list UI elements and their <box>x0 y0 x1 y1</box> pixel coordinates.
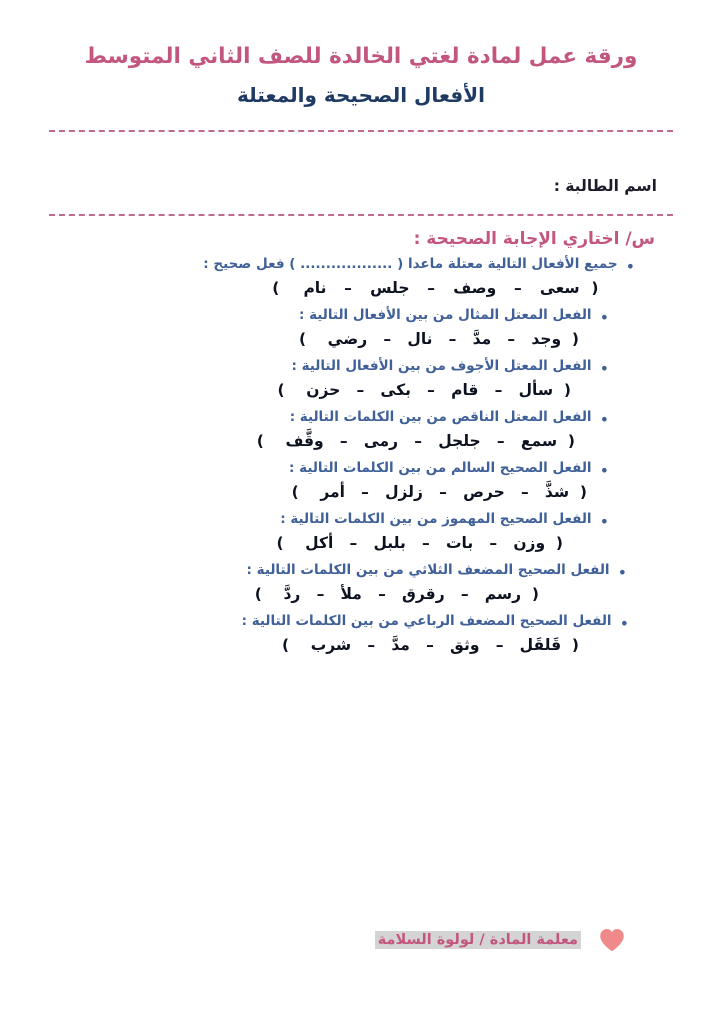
bullet-icon: • <box>599 512 609 532</box>
answer-option[interactable]: ردَّ <box>283 585 301 604</box>
close-paren: ) <box>276 534 284 553</box>
answer-option[interactable]: رضي <box>327 330 368 349</box>
option-separator: – <box>495 636 504 655</box>
bullet-icon: • <box>617 563 627 583</box>
open-paren: ( <box>591 279 599 298</box>
answer-options-row <box>27 636 635 654</box>
option-separator: – <box>361 483 369 502</box>
option-separator: – <box>507 330 516 349</box>
open-paren: ( <box>531 585 539 604</box>
worksheet-page <box>27 23 695 981</box>
page-title: ورقة عمل لمادة لغتي الخالدة للصف الثاني المتوسط <box>84 44 638 69</box>
answer-option[interactable]: وزن <box>513 534 546 553</box>
question-stem-row <box>27 255 635 275</box>
answer-options-row <box>27 483 635 501</box>
close-paren: ) <box>256 432 264 451</box>
option-separator: – <box>344 279 353 298</box>
open-paren: ( <box>563 381 571 400</box>
option-separator: – <box>414 432 422 451</box>
answer-option[interactable]: سعى <box>539 279 580 298</box>
close-paren: ) <box>254 585 262 604</box>
option-separator: – <box>426 636 434 655</box>
answer-option[interactable]: بلبل <box>373 534 406 553</box>
open-paren: ( <box>555 534 563 553</box>
answer-option[interactable]: زلزل <box>385 483 423 502</box>
question-stem-row <box>27 306 635 326</box>
question-item <box>27 255 695 297</box>
option-separator: – <box>383 330 392 349</box>
answer-option[interactable]: سأل <box>518 381 554 400</box>
answer-option[interactable]: شذَّ <box>544 483 570 502</box>
option-separator: – <box>427 381 435 400</box>
question-stem: الفعل المعتل المثال من بين الأفعال التالية : <box>299 307 592 324</box>
option-separator: – <box>339 432 348 451</box>
answer-option[interactable]: حرص <box>463 483 505 502</box>
question-item <box>27 408 695 450</box>
bullet-icon: • <box>599 359 609 379</box>
question-item <box>27 357 695 399</box>
close-paren: ) <box>291 483 299 502</box>
question-stem-row <box>27 357 635 377</box>
question-item <box>27 510 695 552</box>
option-separator: – <box>378 585 386 604</box>
answer-option[interactable]: نال <box>407 330 433 349</box>
question-stem: الفعل الصحيح المضعف الرباعي من بين الكلمات التالية : <box>241 613 612 630</box>
question-stem: الفعل الصحيح المهموز من بين الكلمات التالية : <box>280 511 592 528</box>
answer-options-row <box>27 381 635 399</box>
question-item <box>27 459 695 501</box>
answer-options-row <box>27 534 635 552</box>
answer-options-row <box>27 585 635 603</box>
question-stem-row <box>27 510 635 530</box>
open-paren: ( <box>579 483 587 502</box>
answer-options-row <box>27 330 635 348</box>
question-stem-row <box>27 612 635 632</box>
answer-option[interactable]: بكى <box>380 381 411 400</box>
option-separator: – <box>489 534 498 553</box>
bullet-icon: • <box>599 461 609 481</box>
answer-option[interactable]: قام <box>451 381 479 400</box>
close-paren: ) <box>282 636 290 655</box>
bullet-icon: • <box>599 308 609 328</box>
answer-option[interactable]: بات <box>445 534 474 553</box>
option-separator: – <box>496 432 505 451</box>
question-stem-row <box>27 561 635 581</box>
option-separator: – <box>316 585 325 604</box>
answer-option[interactable]: جلس <box>370 279 410 298</box>
question-list <box>27 249 695 654</box>
option-separator: – <box>520 483 529 502</box>
answer-option[interactable]: وقَّف <box>285 432 324 451</box>
open-paren: ( <box>567 432 575 451</box>
answer-option[interactable]: أمر <box>320 483 345 502</box>
answer-option[interactable]: ملأ <box>340 585 362 604</box>
answer-option[interactable]: نام <box>303 279 327 298</box>
answer-option[interactable]: وثق <box>450 636 480 655</box>
answer-option[interactable]: حزن <box>306 381 341 400</box>
option-separator: – <box>349 534 358 553</box>
option-separator: – <box>494 381 503 400</box>
bullet-icon: • <box>625 257 635 277</box>
option-separator: – <box>460 585 469 604</box>
answer-option[interactable]: رقرق <box>402 585 445 604</box>
answer-option[interactable]: أكل <box>305 534 334 553</box>
option-separator: – <box>421 534 430 553</box>
question-stem: الفعل المعتل الناقص من بين الكلمات التالية : <box>289 409 592 426</box>
answer-option[interactable]: مدَّ <box>391 636 410 655</box>
open-paren: ( <box>571 330 579 349</box>
student-name-label: اسم الطالبة : <box>553 177 657 196</box>
question-stem: الفعل الصحيح المضعف الثلاثي من بين الكلمات التالية : <box>246 562 610 579</box>
answer-option[interactable]: جلجل <box>438 432 481 451</box>
option-separator: – <box>448 330 457 349</box>
option-separator: – <box>367 636 376 655</box>
question-prompt: س/ اختاري الإجابة الصحيحة : <box>413 229 655 250</box>
teacher-credit: معلمة المادة / لولوة السلامة <box>375 931 581 949</box>
answer-option[interactable]: رسم <box>484 585 522 604</box>
student-name-row <box>27 132 695 214</box>
question-stem: الفعل المعتل الأجوف من بين الأفعال التالية : <box>291 358 592 375</box>
question-stem: الفعل الصحيح السالم من بين الكلمات التالية : <box>289 460 592 477</box>
question-item <box>27 561 695 603</box>
close-paren: ) <box>298 330 307 349</box>
option-separator: – <box>356 381 365 400</box>
close-paren: ) <box>272 279 280 298</box>
answer-options-row <box>27 432 635 450</box>
question-stem-row <box>27 408 635 428</box>
question-stem: جميع الأفعال التالية معتلة ماعدا ( .................. ) فعل صحيح : <box>203 256 618 273</box>
answer-option[interactable]: رمى <box>363 432 399 451</box>
answer-option[interactable]: قَلقَل <box>519 636 562 655</box>
option-separator: – <box>439 483 447 502</box>
bullet-icon: • <box>619 614 629 634</box>
option-separator: – <box>513 279 523 298</box>
page-subtitle: الأفعال الصحيحة والمعتلة <box>236 83 486 108</box>
answer-options-row <box>27 279 635 297</box>
option-separator: – <box>427 279 436 298</box>
answer-option[interactable]: شرب <box>310 636 352 655</box>
question-item <box>27 612 695 654</box>
answer-option[interactable]: وصف <box>453 279 497 298</box>
question-item <box>27 306 695 348</box>
bullet-icon: • <box>599 410 609 430</box>
question-stem-row <box>27 459 635 479</box>
answer-option[interactable]: سمع <box>520 432 558 451</box>
answer-option[interactable]: وجد <box>531 330 562 349</box>
heart-icon <box>599 927 625 953</box>
open-paren: ( <box>571 636 579 655</box>
close-paren: ) <box>277 381 285 400</box>
header <box>27 23 695 110</box>
question-prompt-row <box>27 216 695 249</box>
answer-option[interactable]: مدَّ <box>472 330 492 349</box>
footer <box>375 927 625 953</box>
